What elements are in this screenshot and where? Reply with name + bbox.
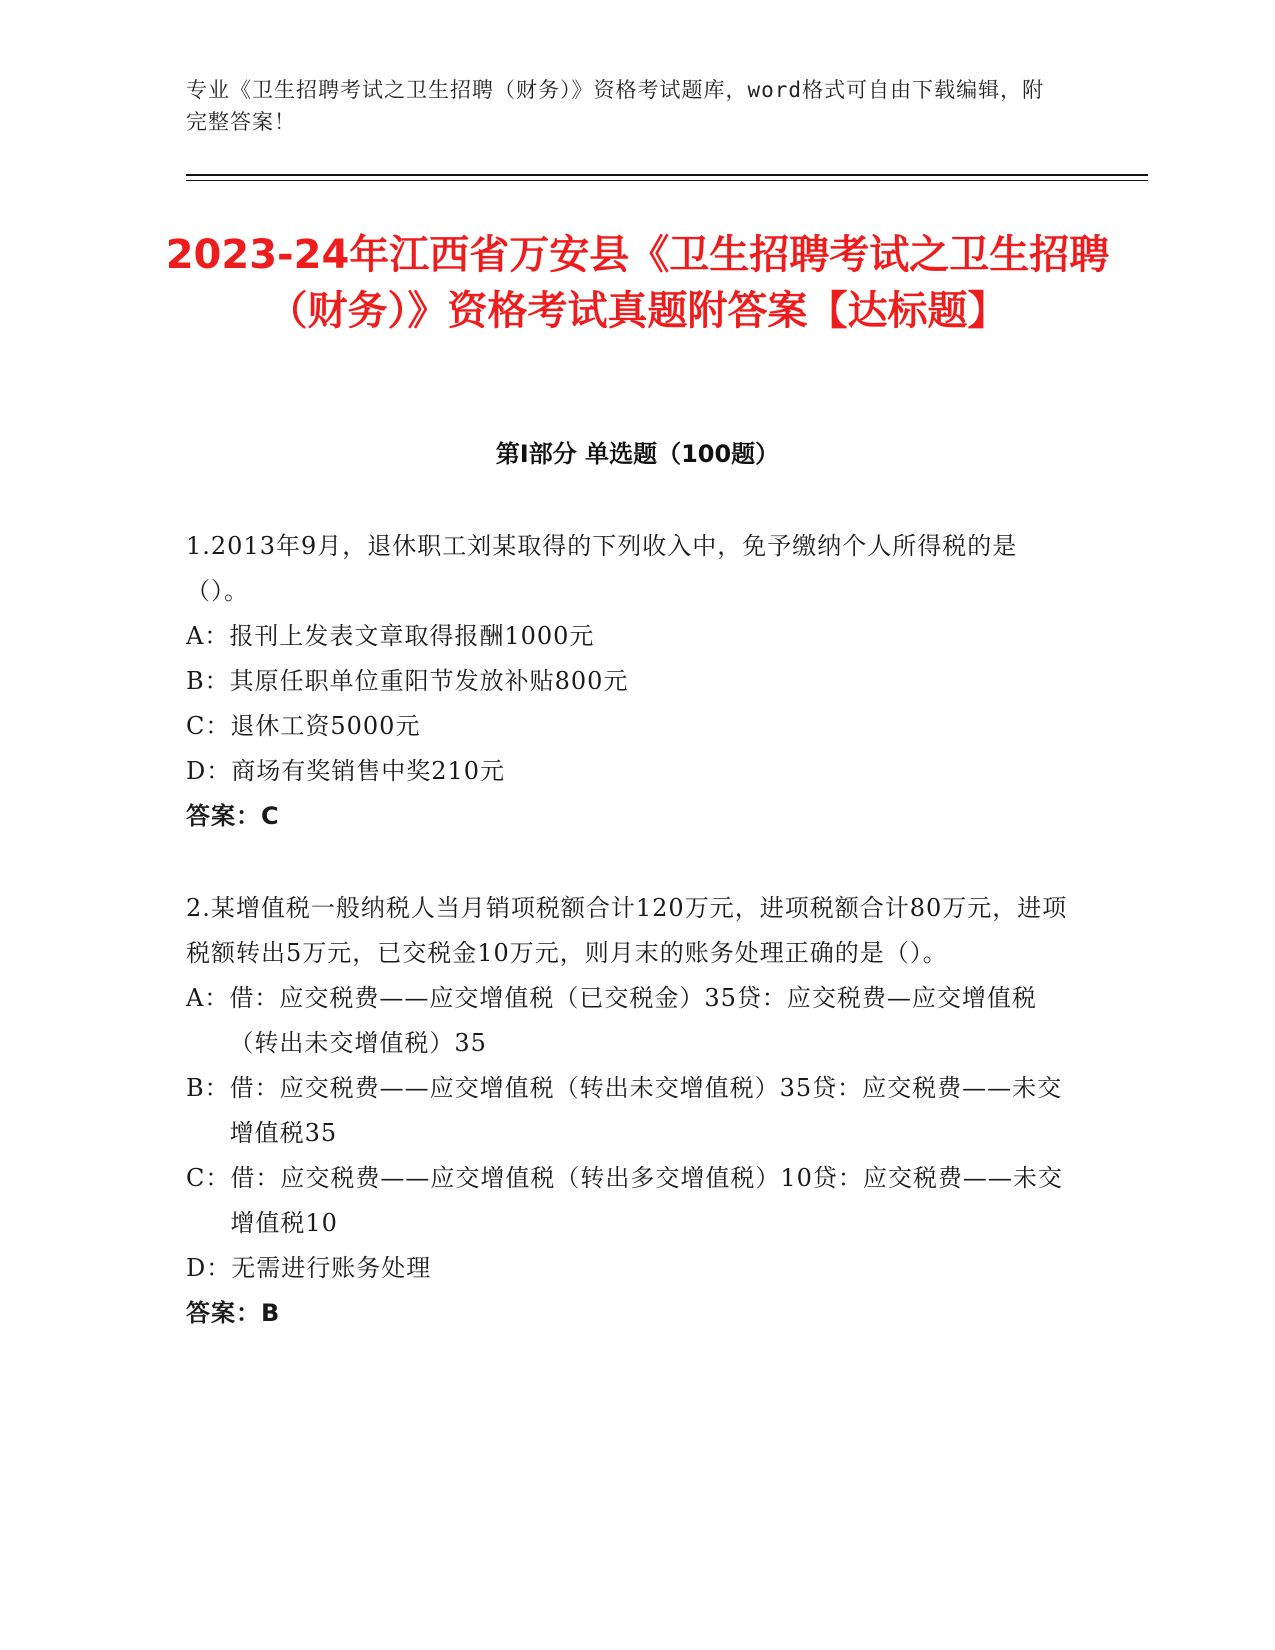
question-stem: 2.某增值税一般纳税人当月销项税额合计120万元，进项税额合计80万元，进项税额转出5万元，已交税金10万元，则月末的账务处理正确的是（）。 [186, 894, 1068, 967]
option-text: 退休工资5000元 [230, 712, 421, 740]
option-letter: B： [186, 667, 230, 695]
option-letter: B： [186, 1074, 230, 1102]
answer-line: 答案：B [186, 1299, 281, 1327]
option-letter: C： [186, 712, 231, 740]
option-letter: C： [186, 1164, 231, 1192]
option-text: 借：应交税费——应交增值税（已交税金）35贷：应交税费—应交增值税（转出未交增值税）35 [229, 984, 1037, 1057]
option-text: 报刊上发表文章取得报酬1000元 [229, 622, 595, 650]
header-divider-thin [186, 180, 1148, 181]
option-d [186, 749, 1076, 794]
option-a [186, 976, 1076, 1066]
option-letter: A： [186, 622, 230, 650]
option-text: 商场有奖销售中奖210元 [231, 757, 506, 785]
option-b [186, 1066, 1076, 1156]
option-letter: D： [186, 757, 232, 785]
header-divider-thick [186, 174, 1148, 176]
option-b [186, 659, 1076, 704]
option-letter: A： [186, 984, 230, 1012]
option-d [186, 1246, 1076, 1291]
option-c [186, 1156, 1076, 1246]
section-title: 第I部分 单选题（100题） [495, 440, 780, 468]
document-title: 2023-24年江西省万安县《卫生招聘考试之卫生招聘（财务）》资格考试真题附答案【达标题】 [165, 232, 1110, 334]
question-stem: 1.2013年9月，退休职工刘某取得的下列收入中，免予缴纳个人所得税的是（）。 [186, 532, 1018, 605]
option-text: 其原任职单位重阳节发放补贴800元 [229, 667, 629, 695]
question-2 [186, 886, 1076, 1336]
option-text: 借：应交税费——应交增值税（转出多交增值税）10贷：应交税费——未交增值税10 [230, 1164, 1063, 1237]
question-1 [186, 524, 1076, 839]
answer-line: 答案：C [186, 802, 280, 830]
option-text: 借：应交税费——应交增值税（转出未交增值税）35贷：应交税费——未交增值税35 [229, 1074, 1063, 1147]
option-text: 无需进行账务处理 [231, 1254, 432, 1282]
option-letter: D： [186, 1254, 232, 1282]
option-a [186, 614, 1076, 659]
option-c [186, 704, 1076, 749]
header-note: 专业《卫生招聘考试之卫生招聘（财务）》资格考试题库，word格式可自由下载编辑，附完整答案！ [186, 78, 1045, 134]
